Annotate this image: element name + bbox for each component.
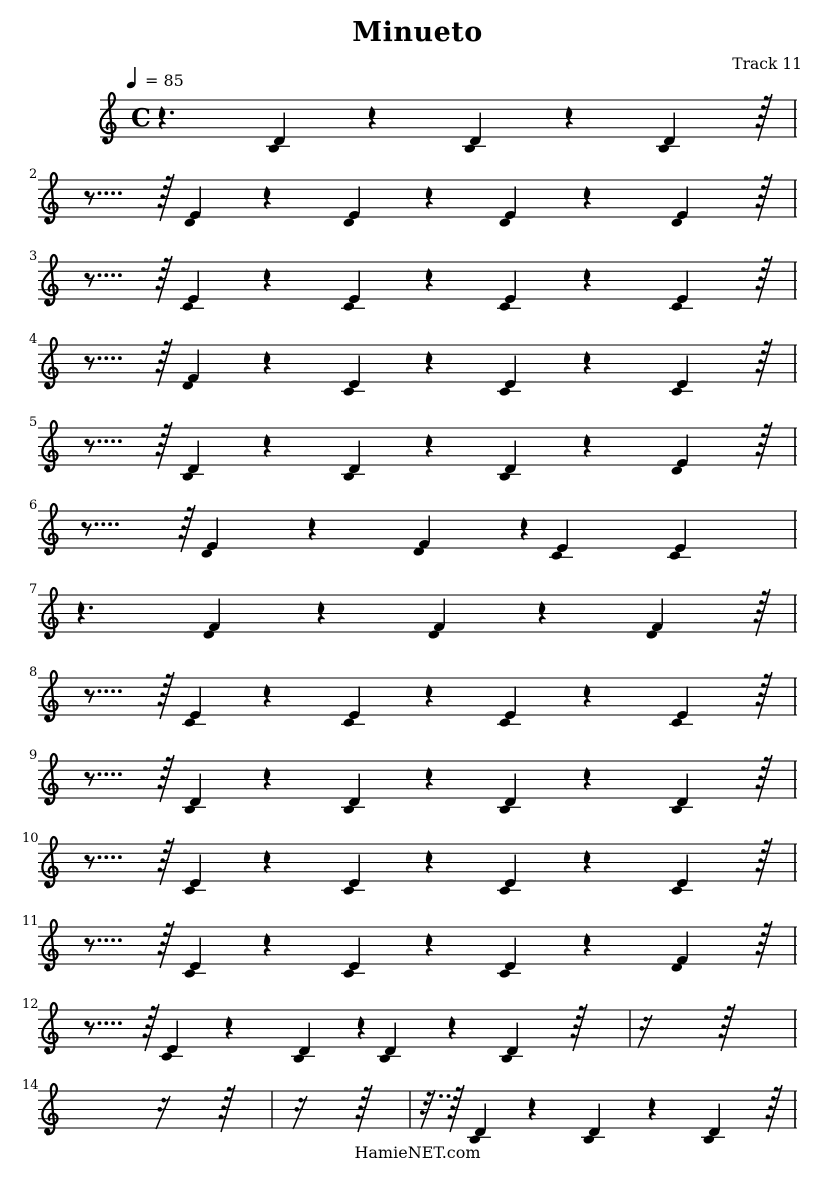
eighth-rest-dotted bbox=[84, 1021, 122, 1035]
chord-note bbox=[201, 518, 219, 559]
multi-hook-rest bbox=[766, 1085, 783, 1132]
multi-hook-rest bbox=[571, 1004, 588, 1051]
staff-system-m6 bbox=[29, 498, 797, 561]
multi-hook-rest bbox=[158, 174, 175, 221]
quarter-rest bbox=[264, 352, 270, 374]
multi-hook-rest bbox=[756, 94, 773, 141]
quarter-rest bbox=[584, 435, 590, 457]
measure-number: 10 bbox=[22, 831, 39, 846]
multi-hook-rest bbox=[158, 755, 175, 802]
quarter-rest bbox=[566, 107, 572, 129]
chord-note bbox=[671, 435, 689, 476]
chord-note bbox=[159, 1021, 183, 1062]
quarter-rest bbox=[426, 934, 432, 956]
eighth-rest-dotted bbox=[84, 356, 122, 370]
quarter-rest bbox=[309, 518, 315, 540]
quarter-rest bbox=[426, 685, 432, 707]
quarter-rest bbox=[584, 187, 590, 209]
staff-system-m10 bbox=[22, 831, 797, 896]
multi-hook-rest bbox=[756, 422, 773, 469]
measure-number: 7 bbox=[29, 582, 38, 597]
chord-note bbox=[184, 187, 202, 228]
page-title: Minueto bbox=[352, 17, 483, 48]
staff-system-m4 bbox=[29, 332, 797, 397]
staff-system-m11 bbox=[22, 914, 797, 979]
quarter-rest bbox=[159, 107, 174, 129]
quarter-rest bbox=[584, 768, 590, 790]
quarter-rest bbox=[426, 269, 432, 291]
measure-number: 11 bbox=[22, 914, 39, 929]
chord-note bbox=[343, 187, 361, 228]
tempo-text: = 85 bbox=[145, 71, 184, 90]
staff-system-m8 bbox=[29, 665, 797, 728]
measure-number: 4 bbox=[29, 332, 38, 347]
measure-number: 2 bbox=[29, 167, 38, 182]
multi-hook-rest bbox=[293, 1096, 307, 1129]
measure-number: 3 bbox=[29, 249, 38, 264]
chord-note bbox=[497, 271, 521, 312]
multi-hook-rest bbox=[158, 921, 175, 968]
quarter-rest bbox=[264, 187, 270, 209]
quarter-rest bbox=[521, 518, 527, 540]
multi-hook-rest bbox=[756, 339, 773, 386]
chord-note bbox=[341, 271, 365, 312]
quarter-rest bbox=[358, 1017, 364, 1039]
multi-hook-rest bbox=[143, 1004, 160, 1051]
quarter-rest bbox=[426, 187, 432, 209]
quarter-rest bbox=[426, 768, 432, 790]
multi-hook-rest bbox=[156, 339, 173, 386]
staff-system-m5 bbox=[29, 415, 797, 482]
staff-system-m3 bbox=[29, 249, 797, 312]
multi-hook-rest bbox=[158, 838, 175, 885]
quarter-rest bbox=[264, 685, 270, 707]
eighth-rest-dotted bbox=[84, 772, 122, 786]
chord-note bbox=[499, 187, 517, 228]
multi-hook-rest bbox=[156, 1096, 170, 1129]
measure-number: 14 bbox=[22, 1078, 39, 1093]
multi-hook-rest bbox=[179, 505, 196, 552]
footer-watermark: HamieNET.com bbox=[354, 1143, 481, 1162]
chord-note bbox=[549, 520, 573, 561]
quarter-rest bbox=[264, 934, 270, 956]
quarter-rest bbox=[539, 602, 545, 624]
chord-note bbox=[669, 271, 693, 312]
eighth-rest-dotted bbox=[84, 191, 122, 205]
multi-hook-rest bbox=[756, 672, 773, 719]
svg-text:C: C bbox=[131, 103, 151, 133]
measure-number: 6 bbox=[29, 498, 38, 513]
quarter-rest bbox=[264, 851, 270, 873]
multi-hook-rest bbox=[756, 174, 773, 221]
multi-hook-rest bbox=[356, 1085, 373, 1132]
measure-number: 8 bbox=[29, 665, 38, 680]
multi-hook-rest bbox=[638, 1015, 652, 1048]
multi-hook-rest bbox=[158, 672, 175, 719]
chord-note bbox=[413, 516, 431, 557]
quarter-rest bbox=[584, 352, 590, 374]
measure-number: 12 bbox=[22, 997, 39, 1012]
chord-note bbox=[182, 350, 200, 391]
staff-system-m9 bbox=[29, 748, 797, 815]
eighth-rest-dotted bbox=[84, 689, 122, 703]
chord-note bbox=[182, 687, 206, 728]
quarter-rest bbox=[584, 851, 590, 873]
track-label: Track 11 bbox=[732, 55, 802, 73]
chord-note bbox=[669, 855, 693, 896]
eighth-rest-dotted bbox=[84, 855, 122, 869]
eighth-rest-dotted bbox=[84, 938, 122, 952]
chord-note bbox=[497, 855, 521, 896]
quarter-rest bbox=[264, 269, 270, 291]
quarter-rest bbox=[584, 269, 590, 291]
staff-system-m7 bbox=[29, 582, 797, 640]
chord-note bbox=[341, 356, 365, 397]
quarter-rest bbox=[584, 934, 590, 956]
quarter-rest bbox=[426, 352, 432, 374]
chord-note bbox=[671, 932, 689, 973]
quarter-rest bbox=[529, 1098, 535, 1120]
chord-note bbox=[180, 271, 204, 312]
quarter-rest bbox=[584, 685, 590, 707]
multi-hook-rest bbox=[756, 921, 773, 968]
quarter-rest bbox=[264, 768, 270, 790]
multi-hook-rest bbox=[719, 1004, 736, 1051]
chord-note bbox=[497, 687, 521, 728]
multi-hook-rest bbox=[754, 589, 771, 636]
staff-system-m1 bbox=[100, 93, 797, 154]
chord-note bbox=[341, 855, 365, 896]
chord-note bbox=[182, 938, 206, 979]
quarter-rest bbox=[649, 1098, 655, 1120]
quarter-rest bbox=[369, 107, 375, 129]
quarter-rest bbox=[318, 602, 324, 624]
quarter-rest bbox=[449, 1017, 455, 1039]
chord-note bbox=[497, 356, 521, 397]
chord-note bbox=[669, 687, 693, 728]
chord-note bbox=[669, 356, 693, 397]
multi-hook-rest bbox=[756, 256, 773, 303]
common-time-signature bbox=[131, 104, 151, 133]
chord-note bbox=[671, 187, 689, 228]
quarter-rest bbox=[426, 851, 432, 873]
multi-hook-rest bbox=[756, 838, 773, 885]
staff-system-m2 bbox=[29, 167, 797, 228]
multi-hook-rest bbox=[448, 1085, 465, 1132]
eighth-rest-dotted bbox=[84, 439, 122, 453]
multi-hook-rest bbox=[756, 755, 773, 802]
staff-system-m12 bbox=[22, 997, 797, 1064]
chord-note bbox=[667, 520, 691, 561]
eighth-rest-dotted bbox=[81, 522, 119, 536]
quarter-rest bbox=[226, 1017, 232, 1039]
quarter-rest bbox=[264, 435, 270, 457]
eighth-rest-dotted bbox=[84, 273, 122, 287]
measure-number: 9 bbox=[29, 748, 38, 763]
chord-note bbox=[341, 687, 365, 728]
chord-note bbox=[341, 938, 365, 979]
chord-note bbox=[497, 938, 521, 979]
quarter-rest bbox=[78, 602, 93, 624]
staff-system-m14 bbox=[22, 1078, 797, 1145]
quarter-rest bbox=[426, 435, 432, 457]
multi-hook-rest bbox=[156, 256, 173, 303]
chord-note bbox=[182, 855, 206, 896]
multi-hook-rest bbox=[156, 422, 173, 469]
multi-hook-rest bbox=[219, 1085, 236, 1132]
measure-number: 5 bbox=[29, 415, 38, 430]
